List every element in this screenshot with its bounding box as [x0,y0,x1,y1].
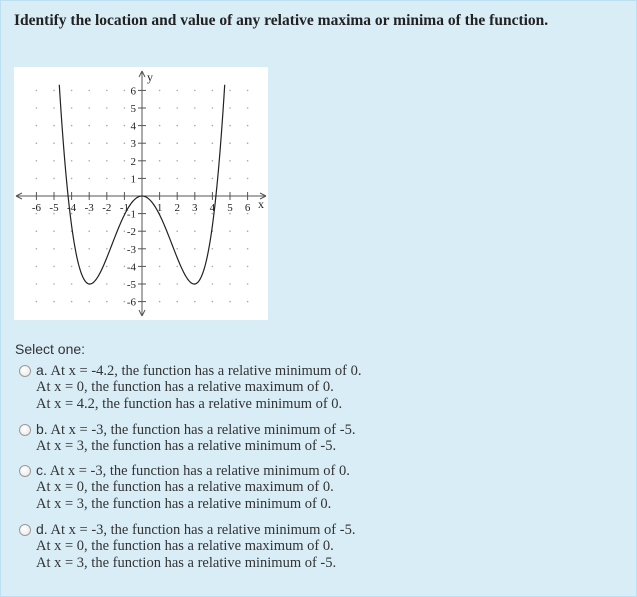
grid-dot [53,178,55,180]
y-tick-label: 6 [130,85,136,98]
grid-dot [194,142,196,144]
x-tick-label: 2 [174,202,180,214]
grid-dot [247,301,249,303]
grid-dot [53,125,55,127]
grid-dot [71,90,73,92]
y-tick-label: 2 [130,155,136,168]
grid-dot [36,178,38,180]
option-c-line-3: At x = 3, the function has a relative minimum of 0. [36,496,332,512]
grid-dot [36,230,38,232]
grid-dot [194,125,196,127]
x-tick-label: 5 [227,202,233,214]
x-tick-label: -3 [84,202,94,214]
grid-dot [53,266,55,268]
grid-dot [194,107,196,109]
grid-dot [229,90,231,92]
grid-dot [36,125,38,127]
grid-dot [176,107,178,109]
grid-dot [212,301,214,303]
grid-dot [106,248,108,250]
grid-dot [194,230,196,232]
grid-dot [88,248,90,250]
grid-dot [176,125,178,127]
option-b-letter: b. [36,421,48,437]
grid-dot [124,266,126,268]
grid-dot [229,301,231,303]
grid-dot [36,248,38,250]
grid-dot [124,178,126,180]
grid-dot [124,90,126,92]
grid-dot [247,266,249,268]
grid-dot [159,90,161,92]
grid-dot [229,107,231,109]
grid-dot [176,301,178,303]
grid-dot [124,301,126,303]
x-tick-label: 3 [192,202,198,214]
grid-dot [229,142,231,144]
grid-dot [159,266,161,268]
x-tick-label: 6 [244,202,251,214]
grid-dot [124,283,126,285]
x-tick-label: -2 [102,202,112,214]
grid-dot [88,160,90,162]
grid-dot [194,248,196,250]
grid-dot [194,178,196,180]
grid-dot [36,142,38,144]
grid-dot [212,142,214,144]
grid-dot [212,160,214,162]
x-tick-label: -5 [49,202,59,214]
grid-dot [88,266,90,268]
grid-dot [212,125,214,127]
grid-dot [159,160,161,162]
grid-dot [106,178,108,180]
grid-dot [212,283,214,285]
y-tick-label: -5 [126,279,136,291]
grid-dot [71,248,73,250]
x-tick-label: -1 [119,202,129,214]
grid-dot [247,107,249,109]
grid-dot [106,107,108,109]
option-c-radio[interactable] [19,465,31,477]
grid-dot [229,125,231,127]
y-tick-label: 3 [130,138,136,151]
grid-dot [212,90,214,92]
grid-dot [247,90,249,92]
graph-svg [14,67,268,320]
option-d-line-2: At x = 0, the function has a relative maximum of 0. [36,538,334,554]
grid-dot [71,125,73,127]
grid-dot [71,160,73,162]
y-tick-label: 4 [130,120,136,133]
grid-dot [159,107,161,109]
grid-dot [212,266,214,268]
grid-dot [88,178,90,180]
y-tick-label: -2 [126,226,136,239]
grid-dot [53,90,55,92]
grid-dot [247,142,249,144]
grid-dot [53,230,55,232]
select-one-label: Select one: [15,341,86,357]
option-c-line-1: c. At x = -3, the function has a relative minimum of 0. [36,462,350,479]
x-tick-label: -6 [31,202,41,214]
option-b-line-1: b. At x = -3, the function has a relative minimum of -5. [36,421,356,438]
option-d-line-3: At x = 3, the function has a relative minimum of -5. [36,555,337,571]
option-c-line-2: At x = 0, the function has a relative maximum of 0. [36,479,334,495]
y-tick-label: -4 [126,261,136,274]
grid-dot [229,160,231,162]
grid-dot [159,301,161,303]
grid-dot [194,301,196,303]
grid-dot [194,266,196,268]
grid-dot [53,160,55,162]
option-a-letter: a. [36,362,48,378]
grid-dot [106,142,108,144]
option-c-letter: c. [36,462,47,478]
grid-dot [106,283,108,285]
grid-dot [212,178,214,180]
grid-dot [229,248,231,250]
x-axis-label: x [258,197,264,211]
y-tick-label: -6 [126,296,136,309]
grid-dot [176,142,178,144]
grid-dot [176,230,178,232]
grid-dot [71,107,73,109]
option-d-line-1: d. At x = -3, the function has a relative minimum of -5. [36,521,356,538]
grid-dot [212,248,214,250]
y-tick-label: -3 [126,243,136,256]
grid-dot [176,283,178,285]
grid-dot [124,107,126,109]
grid-dot [159,248,161,250]
option-d-letter: d. [36,521,48,537]
grid-dot [71,178,73,180]
grid-dot [36,107,38,109]
grid-dot [106,90,108,92]
grid-dot [229,178,231,180]
x-tick-label: -4 [67,202,77,214]
grid-dot [176,248,178,250]
option-b-line-2: At x = 3, the function has a relative minimum of -5. [36,438,337,454]
grid-dot [53,248,55,250]
tick-labels [32,85,251,308]
grid-dot [159,283,161,285]
grid-dot [71,301,73,303]
grid-dot [124,248,126,250]
grid-dot [88,125,90,127]
grid-dot [106,266,108,268]
grid-dot [247,283,249,285]
grid-dot [229,230,231,232]
grid-dot [247,125,249,127]
grid-dot [212,107,214,109]
grid-dot [53,142,55,144]
grid-dot [88,301,90,303]
grid-dot [159,178,161,180]
grid-dot [159,230,161,232]
grid-dot [124,142,126,144]
grid-dot [106,230,108,232]
option-d-radio[interactable] [19,524,31,536]
grid-dot [194,90,196,92]
grid-dot [106,160,108,162]
option-a-line-2: At x = 0, the function has a relative maximum of 0. [36,379,334,395]
grid-dot [176,90,178,92]
grid-dot [88,107,90,109]
grid-dot [159,142,161,144]
option-b-radio[interactable] [19,424,31,436]
function-graph [14,67,268,320]
grid-dot [71,142,73,144]
grid-dot [176,160,178,162]
option-a-radio[interactable] [19,365,31,377]
grid-dot [106,125,108,127]
grid-dot [36,160,38,162]
grid-dot [88,230,90,232]
grid-dot [247,160,249,162]
grid-dot [106,301,108,303]
y-tick-label: 5 [130,103,136,115]
grid-dot [176,178,178,180]
grid-dot [71,283,73,285]
x-tick-label: 4 [209,202,216,214]
grid-dot [229,266,231,268]
option-a-line-3: At x = 4.2, the function has a relative minimum of 0. [36,396,343,412]
grid-dot [124,160,126,162]
y-tick-label: 1 [130,173,136,186]
grid-dot [88,90,90,92]
grid-dot [53,283,55,285]
grid-dot [36,266,38,268]
grid-dot [36,301,38,303]
grid-dot [247,178,249,180]
grid-dot [53,107,55,109]
grid-dot [194,160,196,162]
grid-dot [36,90,38,92]
y-axis-label: y [147,70,153,84]
x-tick-label: 1 [156,202,163,214]
grid-dot [71,266,73,268]
grid-dot [124,230,126,232]
y-tick-label: -1 [126,208,136,221]
grid-dot [159,125,161,127]
grid-dot [176,266,178,268]
grid-dot [124,125,126,127]
option-a-line-1: a. At x = -4.2, the function has a relative minimum of 0. [36,362,362,379]
grid-dot [88,142,90,144]
grid-dot [53,301,55,303]
grid-dot [229,283,231,285]
grid-dot [247,248,249,250]
grid-dot [247,230,249,232]
grid-dot [36,283,38,285]
question-text: Identify the location and value of any relative maxima or minima of the function. [14,12,549,29]
